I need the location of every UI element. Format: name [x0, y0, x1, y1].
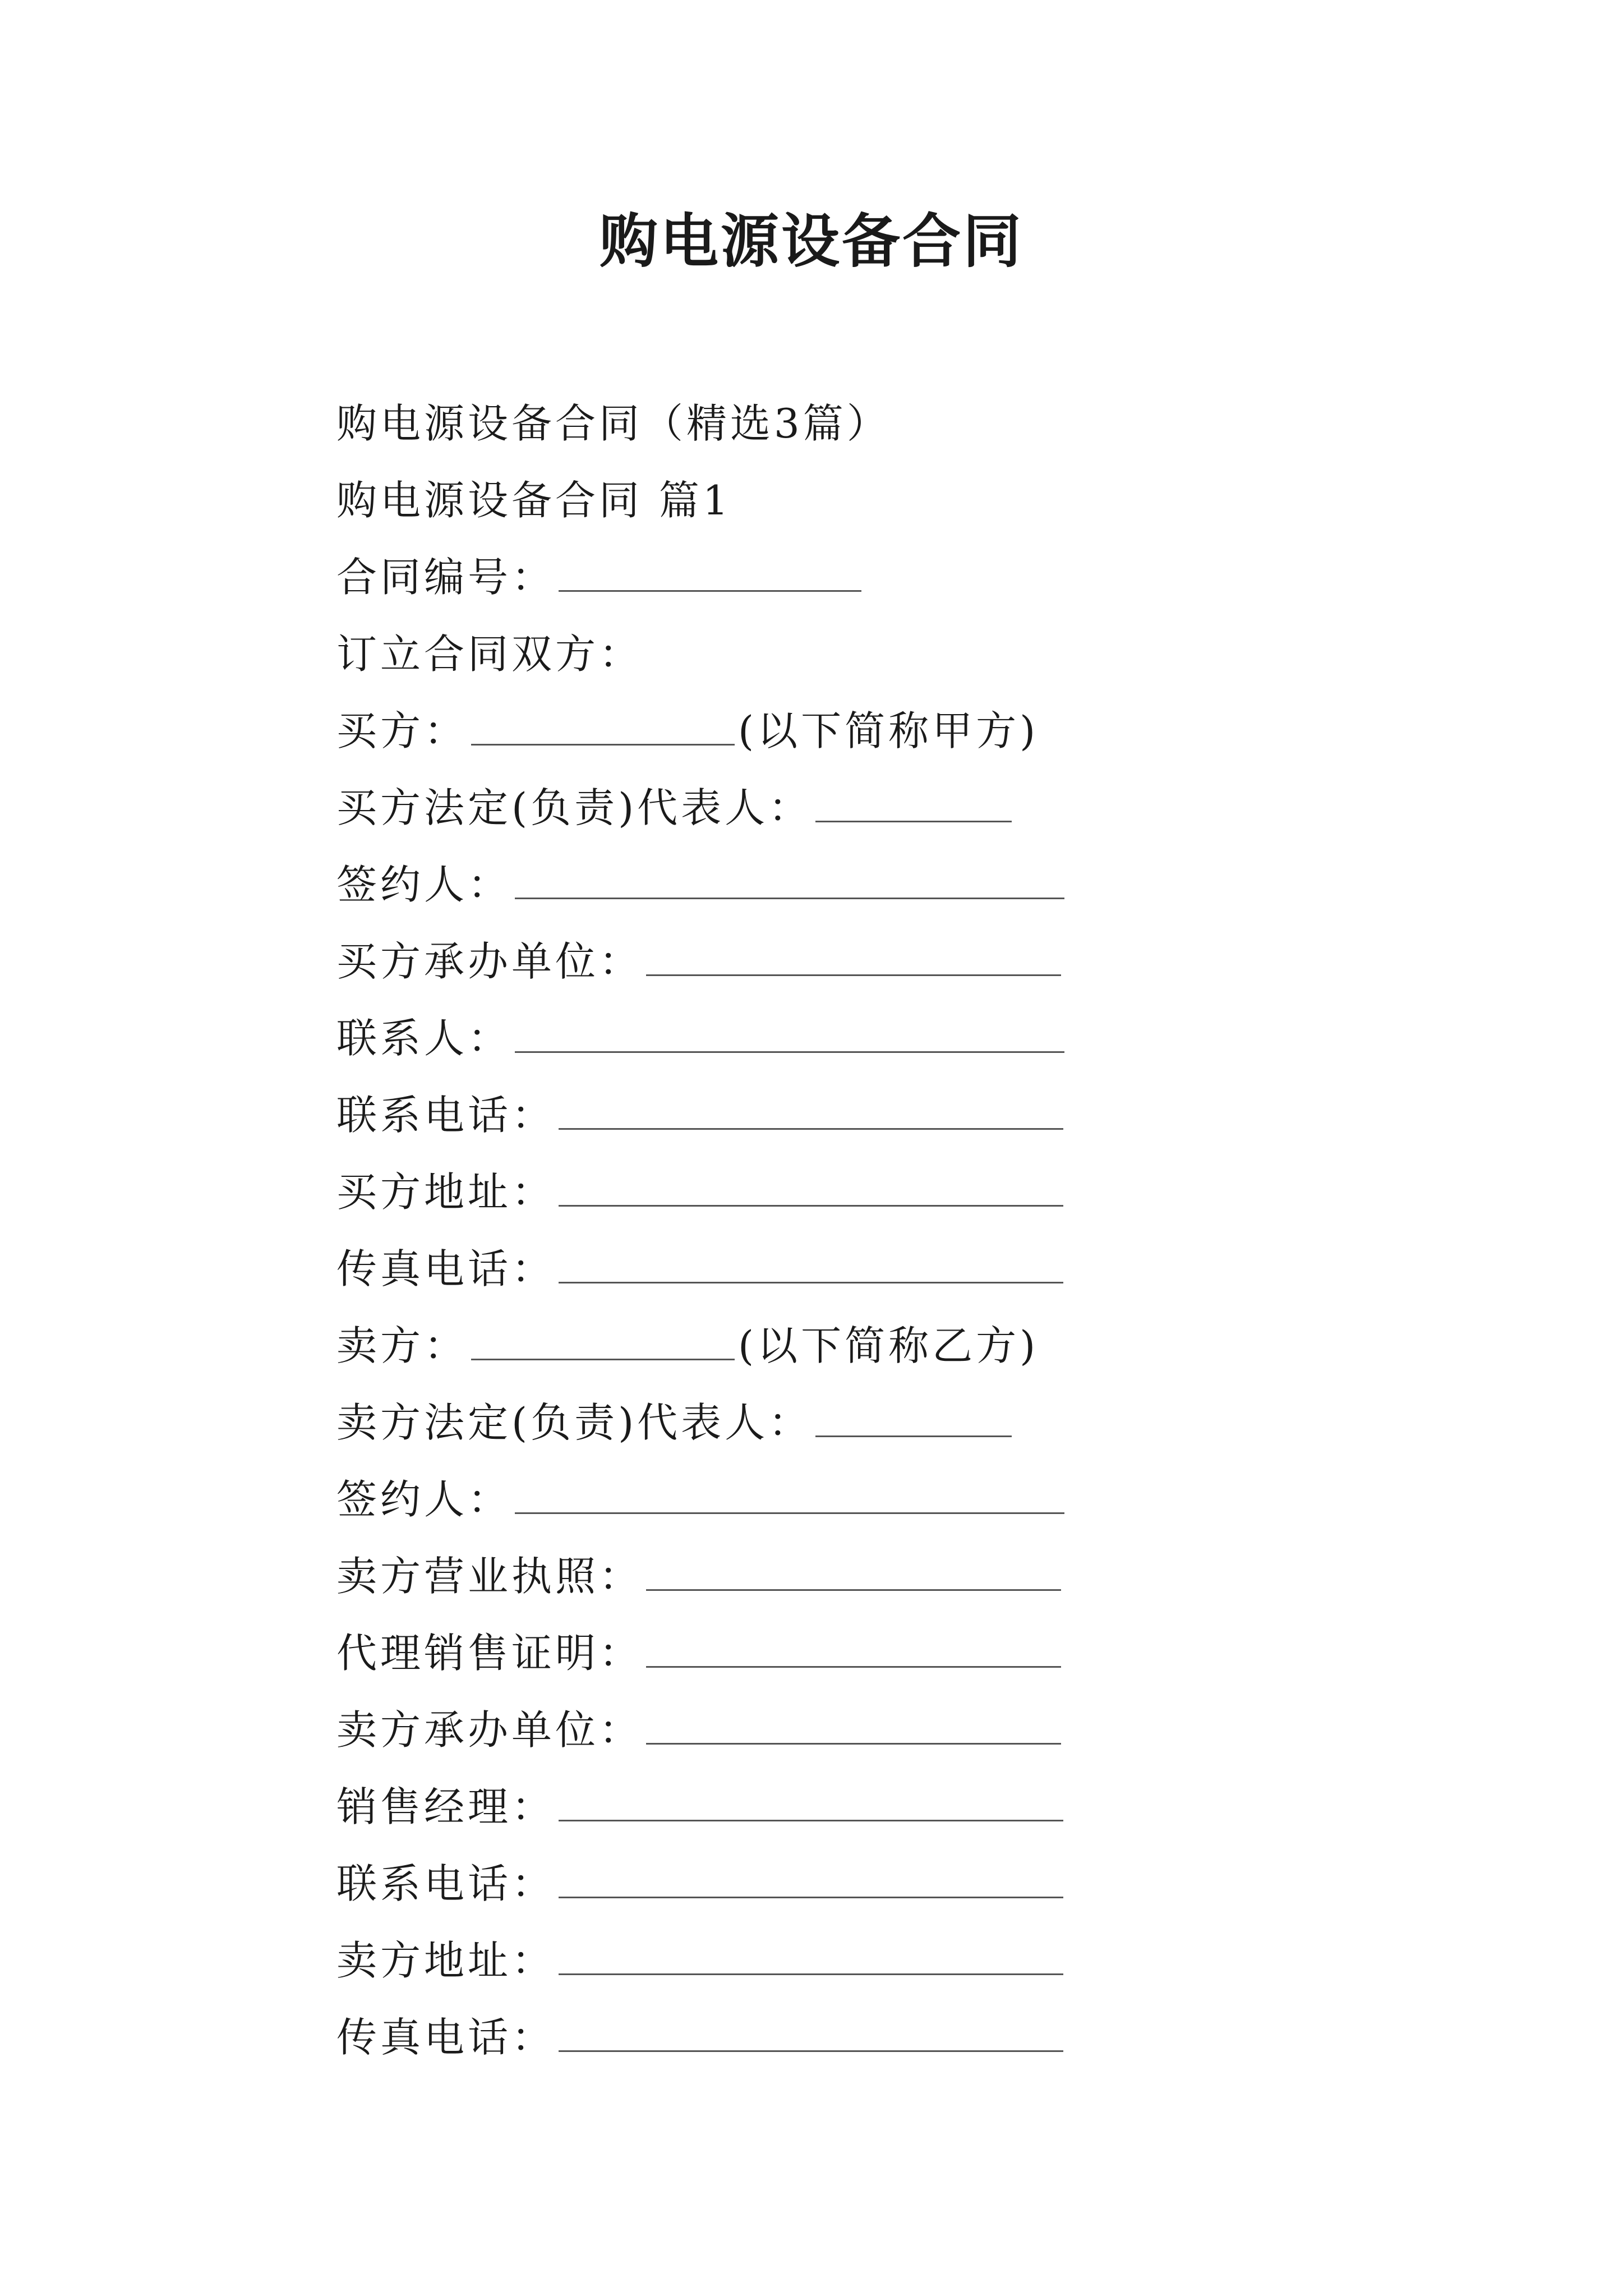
buyer-phone-blank[interactable] [559, 1093, 1063, 1130]
seller-manager-label: 销售经理： [336, 1783, 556, 1830]
seller-address-label: 卖方地址： [336, 1936, 556, 1984]
seller-agency-line [336, 1611, 1402, 1688]
buyer-label: 买方： [336, 707, 468, 754]
buyer-line [336, 689, 1402, 766]
subtitle-text: 购电源设备合同（精选3篇） [336, 399, 891, 447]
buyer-signer-line [336, 843, 1402, 919]
seller-phone-blank[interactable] [559, 1862, 1063, 1898]
seller-fax-label: 传真电话： [336, 2013, 556, 2061]
seller-unit-line [336, 1688, 1402, 1765]
seller-address-blank[interactable] [559, 1939, 1063, 1975]
seller-legal-rep-label: 卖方法定(负责)代表人： [336, 1398, 813, 1446]
seller-agency-blank[interactable] [646, 1631, 1061, 1668]
buyer-fax-line [336, 1227, 1402, 1304]
seller-label: 卖方： [336, 1322, 468, 1369]
buyer-signer-blank[interactable] [515, 863, 1064, 899]
parties-line [336, 612, 1402, 689]
seller-fax-blank[interactable] [559, 2016, 1063, 2052]
buyer-fax-blank[interactable] [559, 1247, 1063, 1283]
seller-license-blank[interactable] [646, 1554, 1061, 1591]
seller-unit-blank[interactable] [646, 1708, 1061, 1745]
buyer-blank[interactable] [471, 709, 735, 746]
buyer-unit-blank[interactable] [646, 940, 1061, 976]
seller-manager-line [336, 1765, 1402, 1842]
contract-no-line [336, 535, 1402, 612]
buyer-contact-line [336, 996, 1402, 1073]
seller-blank[interactable] [471, 1324, 735, 1360]
contract-no-blank[interactable] [559, 555, 861, 592]
seller-signer-label: 签约人： [336, 1475, 512, 1523]
seller-legal-rep-blank[interactable] [815, 1401, 1012, 1437]
seller-fax-line [336, 1995, 1402, 2072]
buyer-unit-label: 买方承办单位： [336, 937, 643, 985]
buyer-legal-rep-blank[interactable] [815, 786, 1012, 822]
buyer-suffix: (以下简称甲方) [738, 707, 1039, 754]
seller-signer-blank[interactable] [515, 1478, 1064, 1514]
seller-line [336, 1304, 1402, 1381]
buyer-unit-line [336, 919, 1402, 996]
buyer-address-blank[interactable] [559, 1170, 1063, 1207]
buyer-contact-label: 联系人： [336, 1014, 512, 1062]
buyer-address-label: 买方地址： [336, 1168, 556, 1216]
subtitle-line [336, 381, 1402, 458]
buyer-signer-label: 签约人： [336, 861, 512, 908]
buyer-address-line [336, 1150, 1402, 1227]
buyer-phone-line [336, 1073, 1402, 1150]
buyer-legal-rep-label: 买方法定(负责)代表人： [336, 784, 813, 831]
buyer-legal-rep-line [336, 766, 1402, 843]
parties-label: 订立合同双方： [336, 630, 643, 678]
seller-phone-line [336, 1842, 1402, 1918]
seller-phone-label: 联系电话： [336, 1860, 556, 1907]
section-heading-line [336, 458, 1402, 535]
seller-agency-label: 代理销售证明： [336, 1629, 643, 1677]
seller-suffix: (以下简称乙方) [738, 1322, 1039, 1369]
seller-unit-label: 卖方承办单位： [336, 1706, 643, 1754]
seller-signer-line [336, 1457, 1402, 1534]
seller-address-line [336, 1918, 1402, 1995]
section-heading: 购电源设备合同 篇1 [336, 476, 732, 524]
seller-license-label: 卖方营业执照： [336, 1552, 643, 1600]
document-title: 购电源设备合同 [599, 207, 1023, 275]
contract-no-label: 合同编号： [336, 553, 556, 601]
document-body [336, 381, 1402, 2072]
buyer-phone-label: 联系电话： [336, 1091, 556, 1139]
buyer-fax-label: 传真电话： [336, 1245, 556, 1292]
seller-legal-rep-line [336, 1381, 1402, 1457]
seller-license-line [336, 1534, 1402, 1611]
buyer-contact-blank[interactable] [515, 1016, 1064, 1053]
seller-manager-blank[interactable] [559, 1785, 1063, 1821]
